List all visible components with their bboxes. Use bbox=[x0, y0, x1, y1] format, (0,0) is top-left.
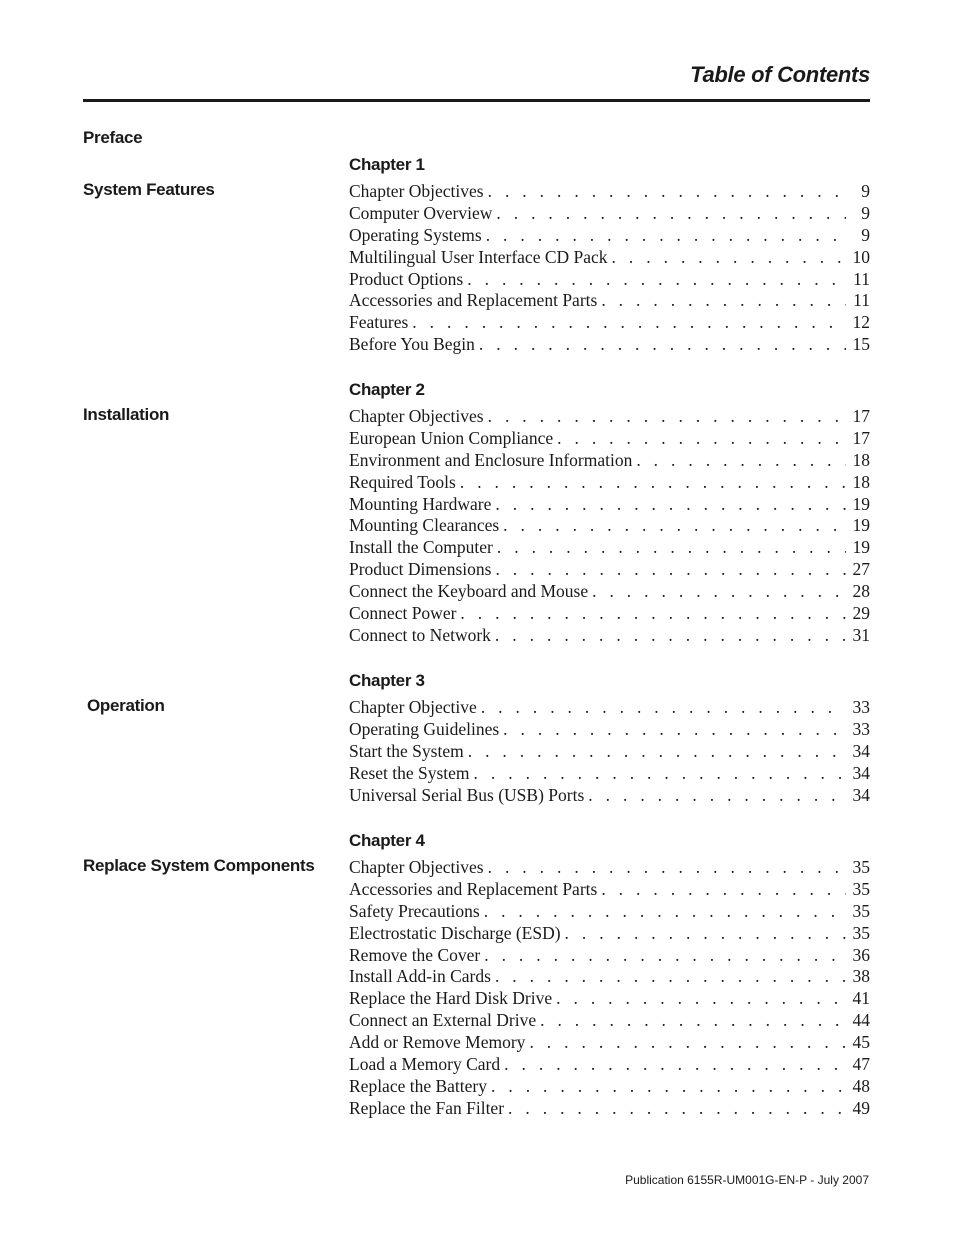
toc-entry[interactable] bbox=[349, 334, 870, 356]
dot-leader bbox=[612, 247, 846, 269]
title-rule bbox=[83, 99, 870, 102]
toc-entry[interactable] bbox=[349, 581, 870, 603]
toc-entry-title: Required Tools bbox=[349, 472, 460, 494]
toc-entry-title: Chapter Objectives bbox=[349, 857, 488, 879]
toc-entry[interactable] bbox=[349, 203, 870, 225]
toc-entry-title: Chapter Objectives bbox=[349, 406, 488, 428]
toc-entry-page-number: 19 bbox=[852, 493, 870, 514]
toc-entry[interactable] bbox=[349, 988, 870, 1010]
toc-entry-title: Product Dimensions bbox=[349, 559, 495, 581]
toc-entry[interactable] bbox=[349, 450, 870, 472]
toc-entry-title: Universal Serial Bus (USB) Ports bbox=[349, 785, 588, 807]
toc-entry[interactable] bbox=[349, 719, 870, 741]
toc-entry[interactable] bbox=[349, 1054, 870, 1076]
toc-entry-title: Computer Overview bbox=[349, 203, 496, 225]
chapter-label: Chapter 2 bbox=[349, 380, 425, 399]
toc-entry-page-number: 44 bbox=[852, 1010, 870, 1031]
toc-entry-page-number: 35 bbox=[852, 878, 870, 899]
dot-leader bbox=[636, 450, 846, 472]
dot-leader bbox=[565, 923, 846, 945]
dot-leader bbox=[529, 1032, 846, 1054]
toc-entry-page-number: 35 bbox=[852, 900, 870, 921]
toc-entry-title: Product Options bbox=[349, 269, 467, 291]
chapter-label: Chapter 3 bbox=[349, 671, 425, 690]
toc-entry-page-number: 35 bbox=[852, 922, 870, 943]
toc-entry-title: Remove the Cover bbox=[349, 945, 484, 967]
toc-entry-page-number: 19 bbox=[852, 515, 870, 536]
dot-leader bbox=[495, 494, 846, 516]
toc-entry-page-number: 17 bbox=[852, 427, 870, 448]
dot-leader bbox=[601, 290, 846, 312]
preface-heading[interactable]: Preface bbox=[83, 128, 143, 147]
toc-entry-title: Before You Begin bbox=[349, 334, 479, 356]
toc-entry-title: Install the Computer bbox=[349, 537, 497, 559]
toc-entry-page-number: 12 bbox=[852, 312, 870, 333]
toc-entry-title: Replace the Battery bbox=[349, 1076, 491, 1098]
toc-entry-title: Mounting Clearances bbox=[349, 515, 503, 537]
toc-entry-page-number: 19 bbox=[852, 537, 870, 558]
dot-leader bbox=[488, 181, 846, 203]
toc-entry-title: Multilingual User Interface CD Pack bbox=[349, 247, 612, 269]
toc-entry-list bbox=[349, 697, 870, 806]
dot-leader bbox=[495, 625, 846, 647]
dot-leader bbox=[484, 945, 846, 967]
dot-leader bbox=[540, 1010, 846, 1032]
toc-entry-page-number: 48 bbox=[852, 1075, 870, 1096]
toc-entry[interactable] bbox=[349, 625, 870, 647]
toc-entry-title: Connect the Keyboard and Mouse bbox=[349, 581, 592, 603]
chapter-label: Chapter 4 bbox=[349, 831, 425, 850]
toc-entry[interactable] bbox=[349, 559, 870, 581]
dot-leader bbox=[488, 857, 846, 879]
dot-leader bbox=[460, 603, 846, 625]
toc-entry[interactable] bbox=[349, 1098, 870, 1120]
toc-entry[interactable] bbox=[349, 857, 870, 879]
toc-entry-title: European Union Compliance bbox=[349, 428, 557, 450]
toc-entry-page-number: 27 bbox=[852, 559, 870, 580]
dot-leader bbox=[588, 785, 846, 807]
toc-entry-page-number: 10 bbox=[852, 246, 870, 267]
toc-entry-page-number: 17 bbox=[852, 406, 870, 426]
toc-entry[interactable] bbox=[349, 1010, 870, 1032]
toc-entry-page-number: 36 bbox=[852, 944, 870, 965]
toc-entry-page-number: 9 bbox=[861, 181, 870, 201]
dot-leader bbox=[468, 741, 846, 763]
toc-entry[interactable] bbox=[349, 901, 870, 923]
toc-entry-page-number: 34 bbox=[852, 762, 870, 783]
toc-entry[interactable] bbox=[349, 945, 870, 967]
toc-entry-page-number: 18 bbox=[852, 449, 870, 470]
toc-entry[interactable] bbox=[349, 785, 870, 807]
toc-entry-page-number: 9 bbox=[861, 202, 870, 223]
toc-entry[interactable] bbox=[349, 1032, 870, 1054]
toc-entry-title: Chapter Objective bbox=[349, 697, 481, 719]
toc-entry[interactable] bbox=[349, 269, 870, 291]
toc-entry-title: Safety Precautions bbox=[349, 901, 484, 923]
dot-leader bbox=[412, 312, 846, 334]
toc-entry-page-number: 9 bbox=[861, 224, 870, 245]
toc-entry-title: Features bbox=[349, 312, 412, 334]
toc-entry-title: Accessories and Replacement Parts bbox=[349, 879, 601, 901]
toc-entry-title: Connect Power bbox=[349, 603, 460, 625]
toc-entry[interactable] bbox=[349, 406, 870, 428]
toc-entry[interactable] bbox=[349, 603, 870, 625]
toc-entry-page-number: 47 bbox=[852, 1054, 870, 1075]
toc-entry-title: Replace the Hard Disk Drive bbox=[349, 988, 556, 1010]
toc-entry-list bbox=[349, 406, 870, 647]
toc-entry-title: Accessories and Replacement Parts bbox=[349, 290, 601, 312]
toc-entry-title: Environment and Enclosure Information bbox=[349, 450, 636, 472]
section-title[interactable]: Operation bbox=[87, 696, 165, 715]
toc-entry[interactable] bbox=[349, 763, 870, 785]
toc-entry-page-number: 33 bbox=[852, 697, 870, 717]
dot-leader bbox=[503, 515, 846, 537]
section-title[interactable]: Installation bbox=[83, 405, 170, 424]
toc-entry[interactable] bbox=[349, 225, 870, 247]
toc-entry-title: Start the System bbox=[349, 741, 468, 763]
toc-entry-page-number: 11 bbox=[853, 268, 870, 289]
dot-leader bbox=[488, 406, 846, 428]
dot-leader bbox=[495, 966, 846, 988]
toc-entry-title: Add or Remove Memory bbox=[349, 1032, 529, 1054]
toc-entry-page-number: 18 bbox=[852, 471, 870, 492]
toc-entry[interactable] bbox=[349, 537, 870, 559]
toc-entry-title: Chapter Objectives bbox=[349, 181, 488, 203]
toc-entry[interactable] bbox=[349, 247, 870, 269]
toc-entry-page-number: 31 bbox=[852, 624, 870, 645]
dot-leader bbox=[601, 879, 846, 901]
toc-entry-page-number: 28 bbox=[852, 581, 870, 602]
toc-entry[interactable] bbox=[349, 181, 870, 203]
toc-entry-title: Operating Systems bbox=[349, 225, 486, 247]
toc-entry[interactable] bbox=[349, 879, 870, 901]
toc-entry[interactable] bbox=[349, 515, 870, 537]
toc-entry-title: Mounting Hardware bbox=[349, 494, 495, 516]
toc-entry-page-number: 33 bbox=[852, 718, 870, 739]
toc-entry-title: Replace the Fan Filter bbox=[349, 1098, 508, 1120]
toc-entry-title: Install Add-in Cards bbox=[349, 966, 495, 988]
toc-entry-page-number: 38 bbox=[852, 966, 870, 987]
toc-entry-page-number: 34 bbox=[852, 740, 870, 761]
dot-leader bbox=[495, 559, 846, 581]
toc-entry[interactable] bbox=[349, 1076, 870, 1098]
toc-entry[interactable] bbox=[349, 290, 870, 312]
toc-entry-page-number: 35 bbox=[852, 857, 870, 877]
toc-entry-title: Connect to Network bbox=[349, 625, 495, 647]
section-title[interactable]: System Features bbox=[83, 180, 215, 199]
toc-entry-page-number: 49 bbox=[852, 1097, 870, 1118]
dot-leader bbox=[474, 763, 846, 785]
dot-leader bbox=[486, 225, 846, 247]
dot-leader bbox=[491, 1076, 846, 1098]
toc-entry-page-number: 29 bbox=[852, 603, 870, 624]
toc-entry[interactable] bbox=[349, 312, 870, 334]
toc-entry-page-number: 45 bbox=[852, 1032, 870, 1053]
toc-entry[interactable] bbox=[349, 428, 870, 450]
dot-leader bbox=[460, 472, 846, 494]
dot-leader bbox=[497, 537, 846, 559]
chapter-label: Chapter 1 bbox=[349, 155, 425, 174]
dot-leader bbox=[503, 719, 846, 741]
toc-entry-title: Reset the System bbox=[349, 763, 474, 785]
toc-entry[interactable] bbox=[349, 966, 870, 988]
dot-leader bbox=[504, 1054, 846, 1076]
dot-leader bbox=[557, 428, 846, 450]
toc-entry[interactable] bbox=[349, 494, 870, 516]
toc-entry[interactable] bbox=[349, 923, 870, 945]
toc-entry-list bbox=[349, 857, 870, 1120]
dot-leader bbox=[496, 203, 846, 225]
toc-entry-page-number: 11 bbox=[853, 290, 870, 311]
section-title[interactable]: Replace System Components bbox=[83, 856, 315, 875]
dot-leader bbox=[479, 334, 846, 356]
toc-entry[interactable] bbox=[349, 741, 870, 763]
toc-entry-title: Load a Memory Card bbox=[349, 1054, 504, 1076]
page-title: Table of Contents bbox=[690, 62, 870, 87]
dot-leader bbox=[467, 269, 846, 291]
publication-footer: Publication 6155R-UM001G-EN-P - July 2007 bbox=[625, 1173, 869, 1187]
toc-entry[interactable] bbox=[349, 697, 870, 719]
toc-entry-title: Operating Guidelines bbox=[349, 719, 503, 741]
toc-entry-page-number: 15 bbox=[852, 334, 870, 355]
dot-leader bbox=[508, 1098, 846, 1120]
toc-entry-page-number: 34 bbox=[852, 784, 870, 805]
dot-leader bbox=[484, 901, 846, 923]
toc-entry-title: Connect an External Drive bbox=[349, 1010, 540, 1032]
dot-leader bbox=[592, 581, 846, 603]
dot-leader bbox=[481, 697, 846, 719]
toc-entry-page-number: 41 bbox=[852, 988, 870, 1009]
toc-entry-list bbox=[349, 181, 870, 356]
toc-entry[interactable] bbox=[349, 472, 870, 494]
dot-leader bbox=[556, 988, 846, 1010]
toc-entry-title: Electrostatic Discharge (ESD) bbox=[349, 923, 565, 945]
